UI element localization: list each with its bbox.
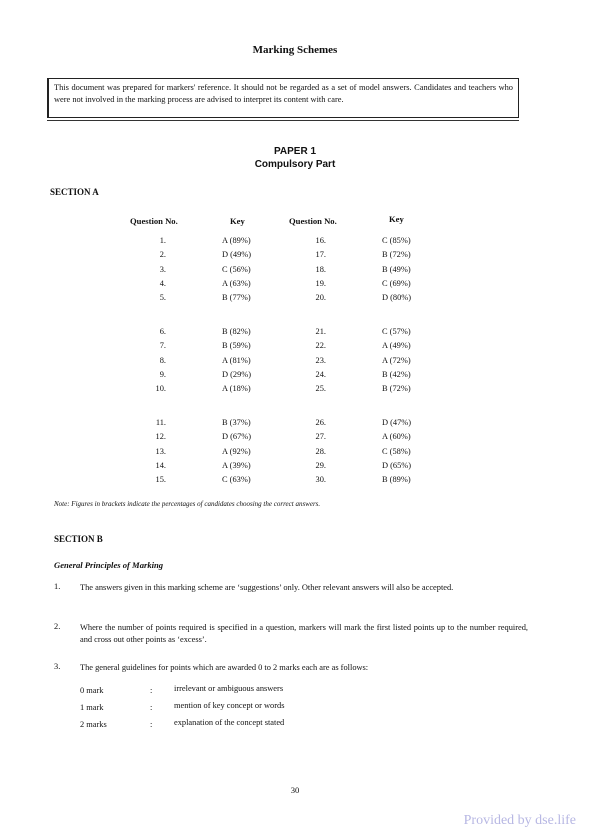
mark-separator: : [150, 720, 153, 729]
question-number: 2. [159, 250, 166, 260]
point-number: 2. [54, 622, 61, 631]
answer-key: A (18%) [222, 384, 251, 394]
col-header-question: Question No. [130, 216, 178, 226]
point-text: Where the number of points required is specified in a question, markers will mark the first listed points up to the number required, and cross out other points as ‘excess’. [80, 623, 528, 644]
question-number: 25. [315, 384, 326, 394]
answer-key: D (67%) [222, 432, 252, 442]
answer-key: B (72%) [382, 384, 411, 394]
question-number: 17. [315, 250, 326, 260]
question-number: 24. [315, 369, 326, 379]
question-number: 20. [315, 293, 326, 303]
answer-key: C (63%) [222, 475, 251, 485]
question-number: 6. [159, 327, 166, 336]
provided-by-watermark: Provided by dse.life [463, 813, 576, 828]
answer-key: C (56%) [222, 264, 251, 274]
notice-divider [47, 120, 519, 121]
mark-description: mention of key concept or words [174, 701, 285, 710]
point-number: 1. [54, 582, 61, 591]
answer-key: B (89%) [382, 475, 411, 485]
question-number: 12. [155, 432, 166, 442]
question-number: 19. [315, 278, 326, 288]
question-number: 14. [155, 460, 166, 470]
paper-subtitle: Compulsory Part [254, 159, 336, 170]
mark-separator: : [150, 703, 153, 712]
question-number: 11. [155, 418, 166, 427]
answer-key: C (58%) [382, 446, 411, 456]
answer-key: B (37%) [222, 418, 251, 427]
answer-key: B (72%) [382, 250, 411, 260]
question-number: 13. [155, 446, 166, 456]
col-header-key-2: Key [389, 214, 404, 224]
answer-key: D (49%) [222, 250, 252, 260]
answer-key: B (42%) [382, 369, 411, 379]
mark-level: 2 marks [80, 720, 107, 729]
answer-key: C (85%) [382, 236, 411, 245]
point-number: 3. [54, 662, 61, 671]
answer-key: A (63%) [222, 278, 251, 288]
point-text: The general guidelines for points which are awarded 0 to 2 marks each are as follows: [80, 663, 369, 672]
section-a-heading: SECTION A [50, 187, 99, 197]
question-number: 27. [315, 432, 326, 442]
answer-key: A (92%) [222, 446, 251, 456]
question-number: 16. [315, 236, 326, 245]
question-number: 9. [159, 369, 166, 379]
answer-key: A (39%) [222, 460, 251, 470]
question-number: 15. [155, 475, 166, 485]
answer-key: D (65%) [382, 460, 412, 470]
answer-key: B (82%) [222, 327, 251, 336]
mark-description: irrelevant or ambiguous answers [174, 684, 284, 693]
question-number: 29. [315, 460, 326, 470]
question-number: 1. [159, 236, 166, 245]
answer-key: A (49%) [382, 341, 411, 351]
question-number: 26. [315, 418, 326, 427]
note: Note: Figures in brackets indicate the percentages of candidates choosing the correct answers. [54, 500, 321, 508]
mark-level: 0 mark [80, 686, 104, 695]
answer-key: A (89%) [222, 236, 251, 245]
page-number: 30 [290, 785, 300, 795]
question-number: 23. [315, 355, 326, 365]
question-number: 28. [315, 446, 326, 456]
answer-key: C (57%) [382, 327, 411, 336]
question-number: 21. [315, 327, 326, 336]
mark-description: explanation of the concept stated [174, 718, 285, 727]
answer-key: D (47%) [382, 418, 412, 427]
notice-box: This document was prepared for markers' reference. It should not be regarded as a set of model answers. Candidates and teachers who were not involved in the marking process are advised to interpret its content with care. [47, 78, 519, 118]
answer-key: A (60%) [382, 432, 411, 442]
section-b-heading: SECTION B [54, 534, 103, 544]
principles-heading: General Principles of Marking [54, 560, 164, 570]
question-number: 3. [159, 264, 166, 274]
answer-key: D (29%) [222, 369, 252, 379]
col-header-question-2: Question No. [289, 216, 337, 226]
question-number: 8. [159, 355, 166, 365]
page-title: Marking Schemes [252, 44, 338, 56]
answer-key: A (81%) [222, 355, 251, 365]
mark-level: 1 mark [80, 703, 104, 712]
question-number: 4. [159, 278, 166, 288]
col-header-key: Key [230, 216, 245, 226]
question-number: 30. [315, 475, 326, 485]
answer-key: B (49%) [382, 264, 411, 274]
question-number: 22. [315, 341, 326, 351]
point-text: The answers given in this marking scheme are ‘suggestions’ only. Other relevant answers will also be accepted. [80, 583, 454, 592]
paper-title: PAPER 1 [273, 146, 317, 157]
question-number: 7. [159, 341, 166, 351]
answer-key: A (72%) [382, 355, 411, 365]
answer-key: D (80%) [382, 293, 412, 303]
question-number: 10. [155, 384, 166, 394]
question-number: 18. [315, 264, 326, 274]
answer-key: B (77%) [222, 293, 251, 303]
paper-heading [0, 145, 590, 171]
question-number: 5. [159, 293, 166, 303]
answer-key: C (69%) [382, 278, 411, 288]
answer-key: B (59%) [222, 341, 251, 351]
mark-separator: : [150, 686, 153, 695]
